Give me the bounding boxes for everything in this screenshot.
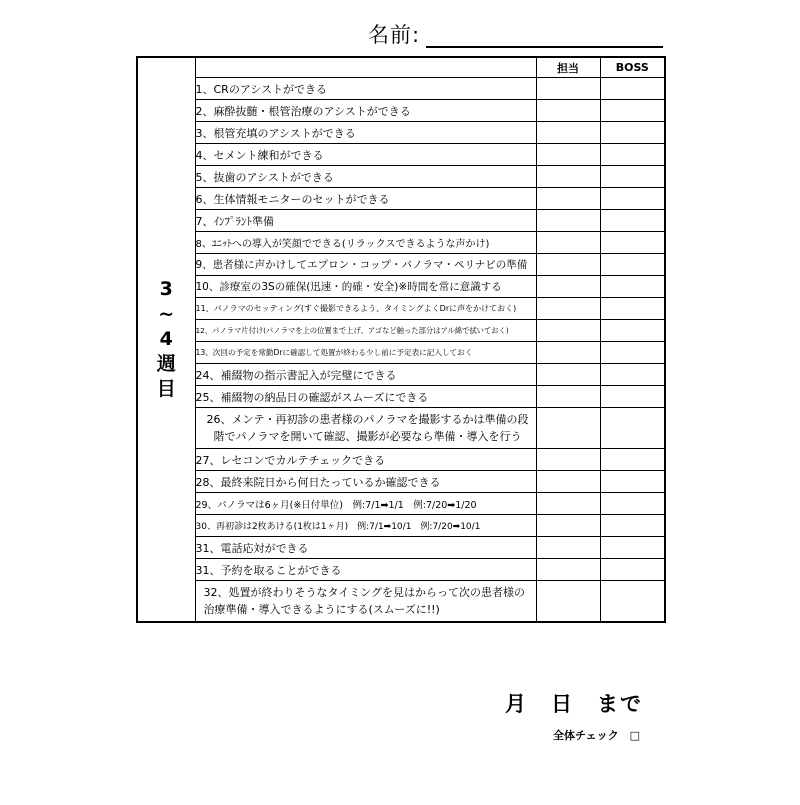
table-header-row: [137, 57, 665, 78]
checklist-item: 10、診療室の3Sの確保(迅速・的確・安全)※時間を常に意識する: [195, 276, 536, 298]
week-label: 3~4週目: [156, 278, 176, 400]
boss-check-cell[interactable]: [600, 254, 665, 276]
table-row: [137, 122, 665, 144]
tanto-check-cell[interactable]: [536, 386, 600, 408]
table-row: [137, 342, 665, 364]
tanto-check-cell[interactable]: [536, 342, 600, 364]
boss-check-cell[interactable]: [600, 232, 665, 254]
checklist-item: 25、補綴物の納品日の確認がスムーズにできる: [195, 386, 536, 408]
name-label: 名前:: [368, 23, 421, 47]
boss-check-cell[interactable]: [600, 144, 665, 166]
tanto-check-cell[interactable]: [536, 364, 600, 386]
checklist-item: 5、抜歯のアシストができる: [195, 166, 536, 188]
table-row: [137, 210, 665, 232]
tanto-check-cell[interactable]: [536, 408, 600, 449]
table-row: [137, 276, 665, 298]
table-row: [137, 471, 665, 493]
checklist-item: 12、パノラマ片付け(パノラマを上の位置まで上げ、アゴなど触った部分はアル綿で拭いておく): [195, 320, 536, 342]
checklist-item: 28、最終来院日から何日たっているか確認できる: [195, 471, 536, 493]
boss-check-cell[interactable]: [600, 364, 665, 386]
tanto-check-cell[interactable]: [536, 320, 600, 342]
checklist-item: 11、パノラマのセッティング(すぐ撮影できるよう、タイミングよくDrに声をかけておく): [195, 298, 536, 320]
table-row: [137, 166, 665, 188]
table-row: [137, 559, 665, 581]
table-row: [137, 78, 665, 100]
tanto-check-cell[interactable]: [536, 78, 600, 100]
table-row: [137, 144, 665, 166]
checklist-item: 32、処置が終わりそうなタイミングを見はからって次の患者様の治療準備・導入できるようにする(スムーズに!!): [195, 581, 536, 623]
table-row: [137, 100, 665, 122]
checklist-item: 6、生体情報モニターのセットができる: [195, 188, 536, 210]
tanto-check-cell[interactable]: [536, 144, 600, 166]
boss-check-cell[interactable]: [600, 537, 665, 559]
boss-check-cell[interactable]: [600, 342, 665, 364]
table-row: [137, 386, 665, 408]
table-row: [137, 537, 665, 559]
boss-check-cell[interactable]: [600, 559, 665, 581]
item-header-cell: [195, 57, 536, 78]
boss-check-cell[interactable]: [600, 210, 665, 232]
tanto-check-cell[interactable]: [536, 210, 600, 232]
boss-check-cell[interactable]: [600, 320, 665, 342]
table-row: [137, 232, 665, 254]
checklist-item: 7、ｲﾝﾌﾟﾗﾝﾄ準備: [195, 210, 536, 232]
tanto-check-cell[interactable]: [536, 232, 600, 254]
checklist-item: 9、患者様に声かけしてエプロン・コップ・パノラマ・ペリナビの準備: [195, 254, 536, 276]
checklist-item: 3、根管充填のアシストができる: [195, 122, 536, 144]
column-header-boss: BOSS: [600, 57, 665, 78]
tanto-check-cell[interactable]: [536, 166, 600, 188]
checklist-item: 29、パノラマは6ヶ月(※日付単位) 例:7/1➡1/1 例:7/20➡1/20: [195, 493, 536, 515]
table-row: [137, 364, 665, 386]
tanto-check-cell[interactable]: [536, 188, 600, 210]
checklist-table: [136, 56, 666, 623]
checklist-item: 13、次回の予定を常勤Drに確認して処置が終わる少し前に予定表に記入しておく: [195, 342, 536, 364]
checklist-item: 30、再初診は2枚あける(1枚は1ヶ月) 例:7/1➡10/1 例:7/20➡10/1: [195, 515, 536, 537]
tanto-check-cell[interactable]: [536, 471, 600, 493]
checklist-item: 2、麻酔抜髄・根管治療のアシストができる: [195, 100, 536, 122]
tanto-check-cell[interactable]: [536, 581, 600, 623]
boss-check-cell[interactable]: [600, 188, 665, 210]
boss-check-cell[interactable]: [600, 298, 665, 320]
tanto-check-cell[interactable]: [536, 559, 600, 581]
table-row: [137, 581, 665, 623]
boss-check-cell[interactable]: [600, 386, 665, 408]
table-row: [137, 493, 665, 515]
tanto-check-cell[interactable]: [536, 449, 600, 471]
tanto-check-cell[interactable]: [536, 298, 600, 320]
column-header-tanto: 担当: [536, 57, 600, 78]
boss-check-cell[interactable]: [600, 515, 665, 537]
checklist-item: 26、メンテ・再初診の患者様のパノラマを撮影するかは準備の段階でパノラマを開いて確認、撮影が必要なら準備・導入を行う: [195, 408, 536, 449]
tanto-check-cell[interactable]: [536, 100, 600, 122]
boss-check-cell[interactable]: [600, 122, 665, 144]
checklist-item: 27、レセコンでカルテチェックできる: [195, 449, 536, 471]
checklist-item: 4、セメント練和ができる: [195, 144, 536, 166]
overall-check-label: 全体チェック □: [553, 729, 641, 742]
week-label-cell: [137, 57, 195, 622]
checklist-item: 24、補綴物の指示書記入が完璧にできる: [195, 364, 536, 386]
table-row: [137, 188, 665, 210]
name-underline: [426, 46, 663, 48]
tanto-check-cell[interactable]: [536, 276, 600, 298]
table-row: [137, 449, 665, 471]
boss-check-cell[interactable]: [600, 276, 665, 298]
tanto-check-cell[interactable]: [536, 493, 600, 515]
table-row: [137, 298, 665, 320]
table-row: [137, 254, 665, 276]
name-field: [368, 22, 663, 48]
boss-check-cell[interactable]: [600, 471, 665, 493]
boss-check-cell[interactable]: [600, 100, 665, 122]
deadline-text: 月 日 まで: [505, 692, 643, 716]
table-row: [137, 320, 665, 342]
table-row: [137, 408, 665, 449]
tanto-check-cell[interactable]: [536, 254, 600, 276]
tanto-check-cell[interactable]: [536, 515, 600, 537]
checklist-item: 31、電話応対ができる: [195, 537, 536, 559]
checklist-item: 1、CRのアシストができる: [195, 78, 536, 100]
tanto-check-cell[interactable]: [536, 537, 600, 559]
boss-check-cell[interactable]: [600, 493, 665, 515]
tanto-check-cell[interactable]: [536, 122, 600, 144]
table-row: [137, 515, 665, 537]
checklist-item: 8、ﾕﾆｯﾄへの導入が笑顔でできる(リラックスできるような声かけ): [195, 232, 536, 254]
boss-check-cell[interactable]: [600, 78, 665, 100]
checklist-item: 31、予約を取ることができる: [195, 559, 536, 581]
boss-check-cell[interactable]: [600, 581, 665, 623]
boss-check-cell[interactable]: [600, 408, 665, 449]
boss-check-cell[interactable]: [600, 166, 665, 188]
boss-check-cell[interactable]: [600, 449, 665, 471]
